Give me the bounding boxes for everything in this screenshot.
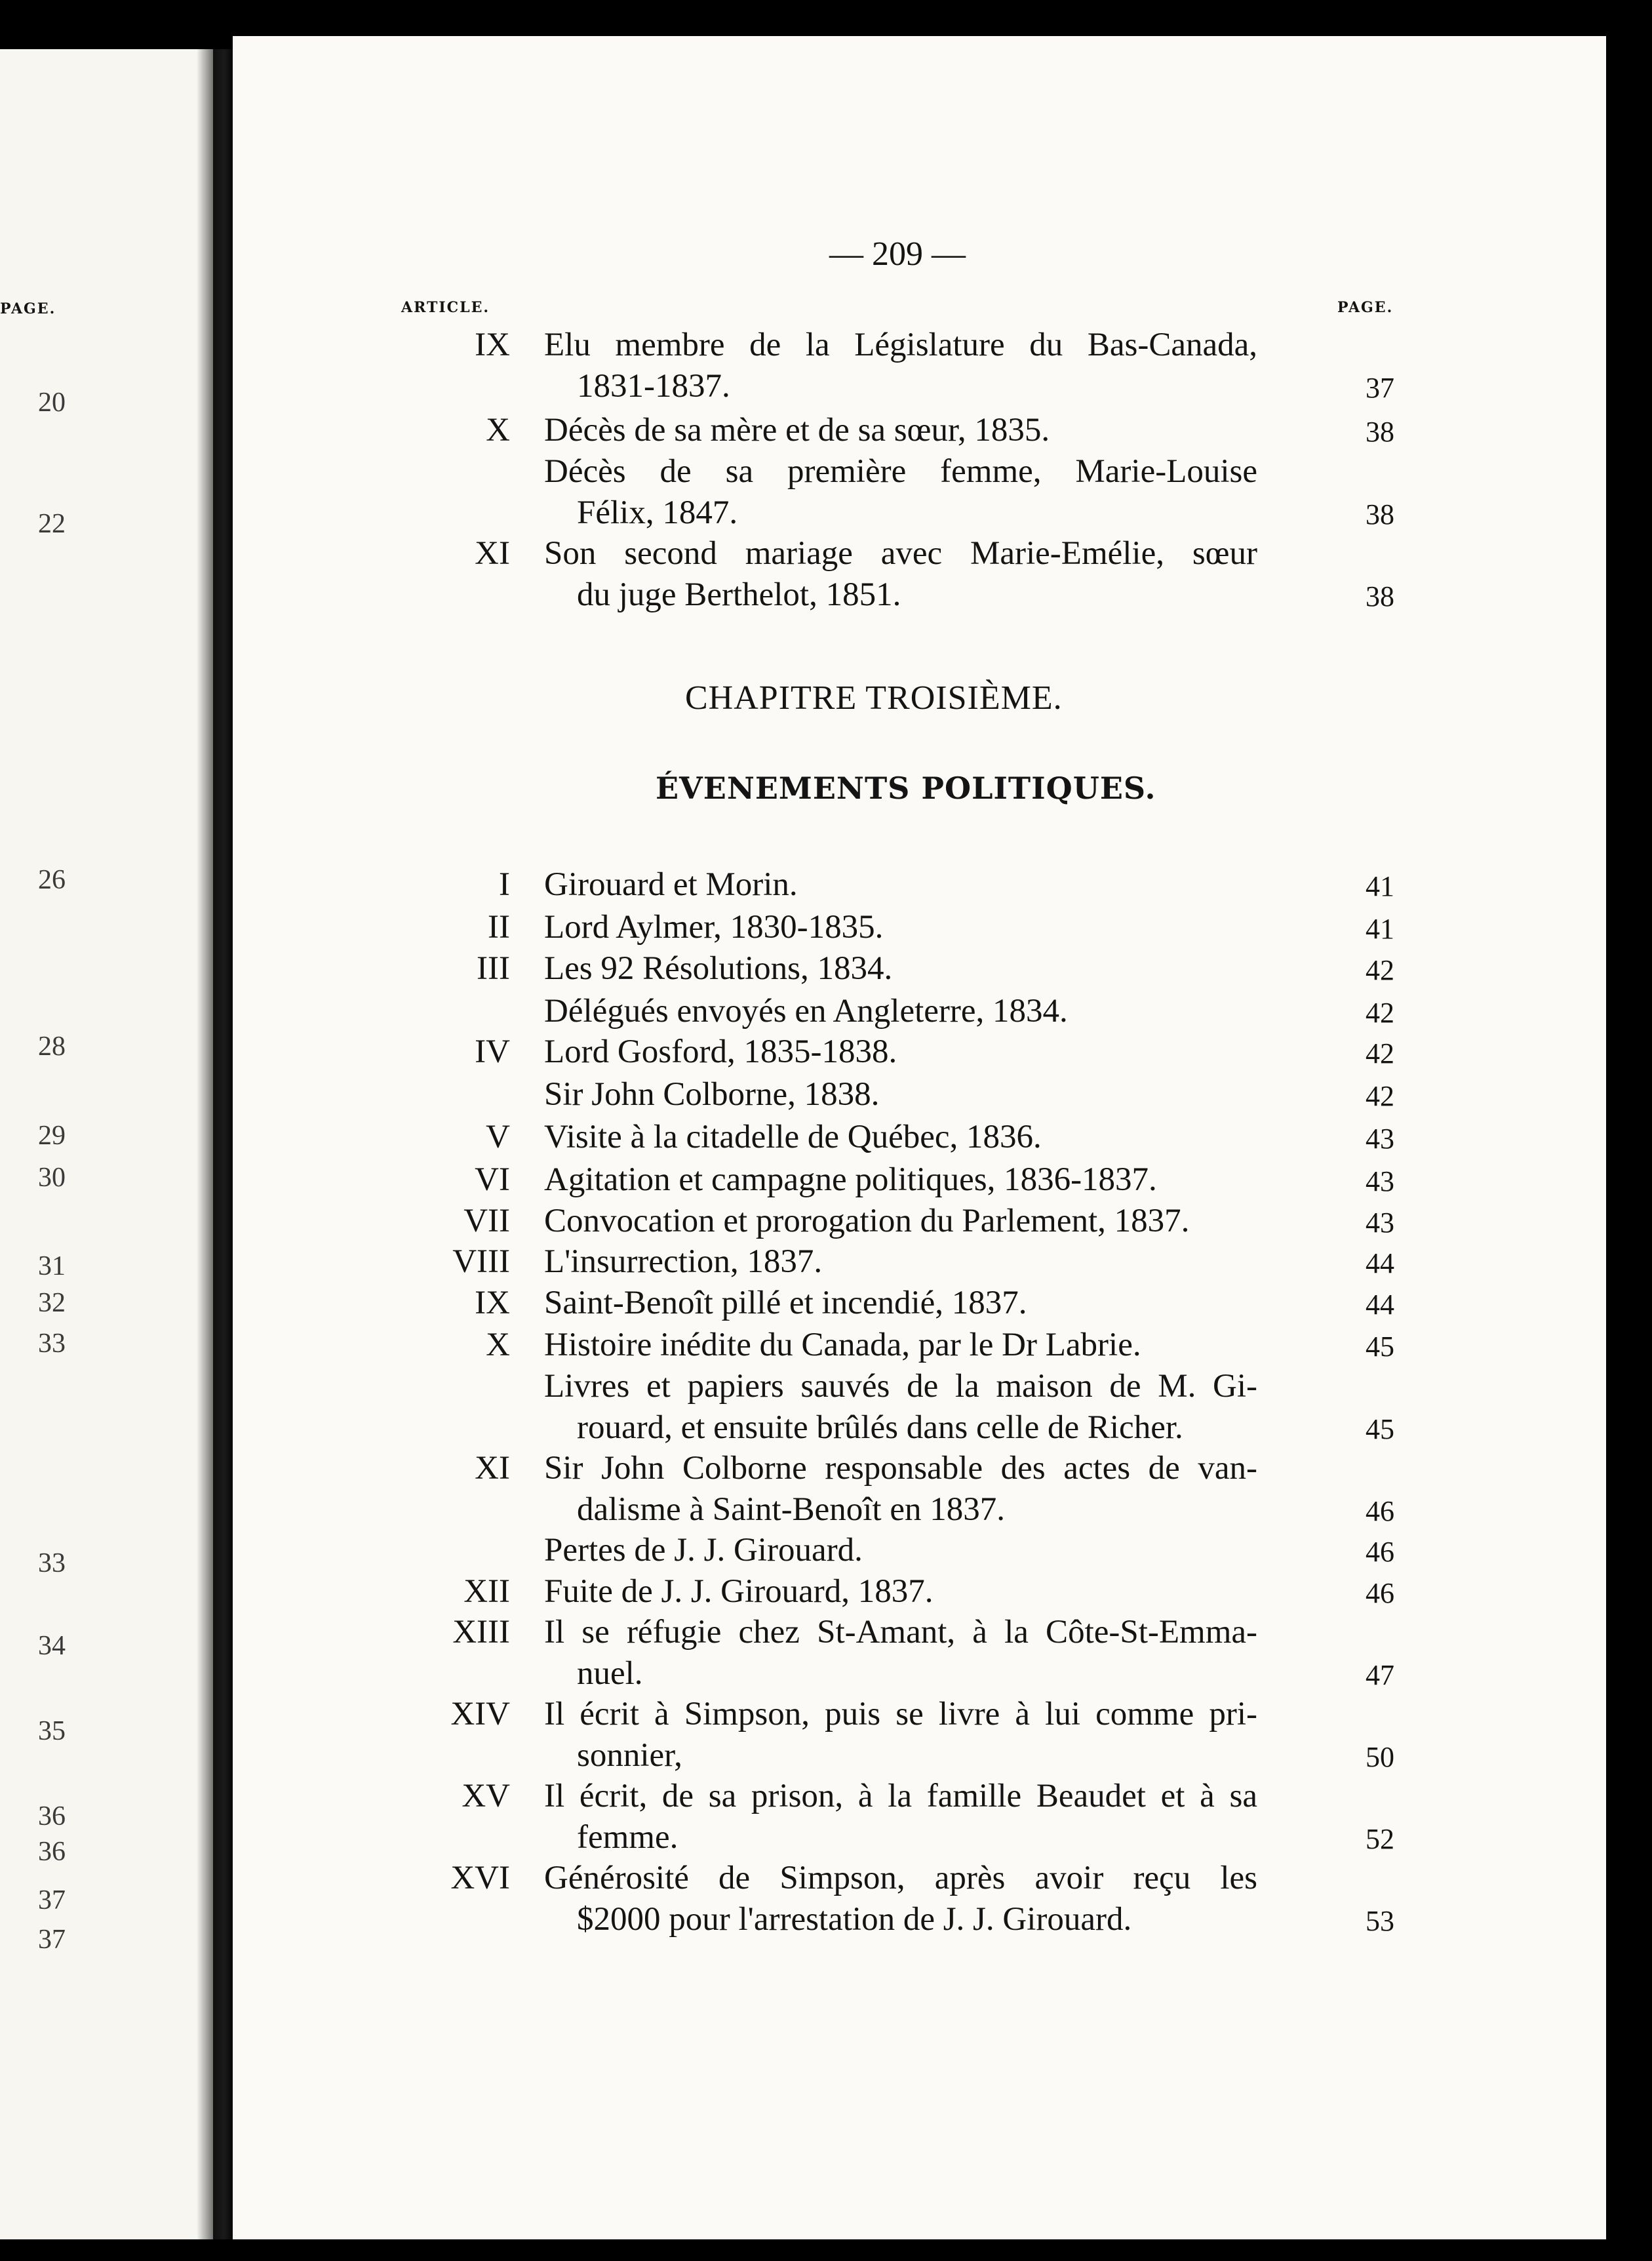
- entry-text-line: Son second mariage avec Marie-Emélie, sœur: [544, 535, 1257, 572]
- entry-page-number: 52: [1366, 1822, 1394, 1855]
- entry-text-line: Pertes de J. J. Girouard.: [544, 1532, 863, 1569]
- page-column-header: PAGE.: [1337, 299, 1394, 316]
- entry-text-line: Convocation et prorogation du Parlement, 1837.: [544, 1203, 1190, 1239]
- chapter-title: CHAPITRE TROISIÈME.: [685, 679, 1063, 717]
- left-page-header: PAGE.: [0, 300, 56, 317]
- left-page: [0, 49, 213, 2239]
- entry-text-line: Agitation et campagne politiques, 1836-1837.: [544, 1161, 1157, 1198]
- entry-page-number: 38: [1366, 416, 1394, 448]
- page-edge-bottom: [0, 2239, 1652, 2261]
- entry-page-number: 43: [1366, 1123, 1394, 1155]
- left-page-number: 34: [38, 1631, 66, 1661]
- entry-text-line: Il écrit à Simpson, puis se livre à lui comme pri-: [544, 1696, 1257, 1732]
- page-edge-right: [1606, 36, 1652, 2246]
- entry-text-line: Elu membre de la Législature du Bas-Canada,: [544, 327, 1257, 363]
- entry-article-number: I: [499, 866, 510, 903]
- left-page-number: 20: [38, 388, 66, 418]
- entry-text-line: $2000 pour l'arrestation de J. J. Girouard.: [577, 1900, 1132, 1938]
- section-title: ÉVENEMENTS POLITIQUES.: [656, 770, 1156, 806]
- left-page-number: 35: [38, 1716, 66, 1746]
- entry-page-number: 46: [1366, 1494, 1394, 1527]
- entry-text-line: nuel.: [577, 1654, 643, 1692]
- entry-page-number: 42: [1366, 997, 1394, 1029]
- entry-page-number: 45: [1366, 1331, 1394, 1363]
- entry-article-number: XII: [463, 1573, 510, 1610]
- left-page-number: 33: [38, 1329, 66, 1359]
- entry-text-line: Décès de sa mère et de sa sœur, 1835.: [544, 412, 1050, 449]
- entry-page-number: 50: [1366, 1740, 1394, 1773]
- entry-article-number: XV: [462, 1778, 510, 1814]
- left-page-number: 37: [38, 1925, 66, 1955]
- entry-article-number: VI: [475, 1161, 510, 1198]
- entry-text-line: Livres et papiers sauvés de la maison de M. Gi-: [544, 1368, 1257, 1405]
- entry-article-number: VIII: [452, 1243, 510, 1280]
- entry-page-number: 45: [1366, 1412, 1394, 1445]
- left-page-number: 33: [38, 1548, 66, 1578]
- entry-page-number: 46: [1366, 1536, 1394, 1568]
- left-page-number: 29: [38, 1121, 66, 1151]
- entry-article-number: XI: [475, 1450, 510, 1487]
- entry-page-number: 42: [1366, 1037, 1394, 1070]
- entry-text-line: rouard, et ensuite brûlés dans celle de Richer.: [577, 1409, 1183, 1446]
- entry-text-line: Sir John Colborne responsable des actes de van-: [544, 1450, 1257, 1487]
- entry-text-line: Il se réfugie chez St-Amant, à la Côte-St-Emma-: [544, 1614, 1257, 1651]
- entry-page-number: 38: [1366, 498, 1394, 530]
- entry-article-number: XVI: [450, 1860, 510, 1896]
- entry-article-number: IX: [475, 327, 510, 363]
- entry-page-number: 46: [1366, 1577, 1394, 1609]
- entry-text-line: Saint-Benoît pillé et incendié, 1837.: [544, 1285, 1027, 1321]
- entry-page-number: 37: [1366, 371, 1394, 404]
- left-page-number: 22: [38, 509, 66, 539]
- left-page-number: 30: [38, 1163, 66, 1193]
- left-page-number: 36: [38, 1837, 66, 1867]
- entry-article-number: VII: [463, 1203, 510, 1239]
- entry-text-line: femme.: [577, 1818, 678, 1856]
- entry-page-number: 43: [1366, 1165, 1394, 1197]
- entry-text-line: Girouard et Morin.: [544, 866, 798, 903]
- entry-text-line: Fuite de J. J. Girouard, 1837.: [544, 1573, 934, 1610]
- left-page-number: 28: [38, 1031, 66, 1062]
- entry-text-line: Lord Gosford, 1835-1838.: [544, 1033, 897, 1070]
- entry-article-number: V: [486, 1119, 510, 1155]
- entry-page-number: 42: [1366, 954, 1394, 986]
- entry-article-number: XIV: [450, 1696, 510, 1732]
- left-page-number: 31: [38, 1251, 66, 1281]
- entry-text-line: Générosité de Simpson, après avoir reçu les: [544, 1860, 1257, 1896]
- entry-page-number: 53: [1366, 1904, 1394, 1937]
- entry-page-number: 38: [1366, 580, 1394, 612]
- entry-article-number: X: [486, 1327, 510, 1363]
- entry-text-line: Délégués envoyés en Angleterre, 1834.: [544, 993, 1068, 1030]
- entry-page-number: 44: [1366, 1289, 1394, 1321]
- entry-text-line: du juge Berthelot, 1851.: [577, 576, 901, 613]
- entry-article-number: XI: [475, 535, 510, 572]
- left-page-number: 37: [38, 1885, 66, 1915]
- left-page-number: 32: [38, 1288, 66, 1318]
- gutter-shadow: [197, 49, 236, 2239]
- entry-text-line: Visite à la citadelle de Québec, 1836.: [544, 1119, 1042, 1155]
- page-number: — 209 —: [829, 235, 966, 273]
- entry-text-line: dalisme à Saint-Benoît en 1837.: [577, 1491, 1005, 1528]
- left-page-number: 36: [38, 1801, 66, 1831]
- entry-text-line: Félix, 1847.: [577, 494, 738, 531]
- entry-page-number: 42: [1366, 1080, 1394, 1112]
- entry-page-number: 41: [1366, 870, 1394, 902]
- entry-article-number: XIII: [452, 1614, 510, 1651]
- entry-text-line: Il écrit, de sa prison, à la famille Beaudet et à sa: [544, 1778, 1257, 1814]
- entry-page-number: 44: [1366, 1247, 1394, 1279]
- entry-text-line: Histoire inédite du Canada, par le Dr Labrie.: [544, 1327, 1141, 1363]
- entry-article-number: II: [488, 909, 510, 946]
- entry-text-line: 1831-1837.: [577, 367, 730, 405]
- entry-text-line: Décès de sa première femme, Marie-Louise: [544, 453, 1257, 490]
- entry-page-number: 43: [1366, 1207, 1394, 1239]
- entry-text-line: Les 92 Résolutions, 1834.: [544, 950, 893, 987]
- entry-article-number: X: [486, 412, 510, 449]
- entry-text-line: Lord Aylmer, 1830-1835.: [544, 909, 884, 946]
- left-page-number: 26: [38, 865, 66, 895]
- entry-text-line: L'insurrection, 1837.: [544, 1243, 823, 1280]
- entry-article-number: IV: [475, 1033, 510, 1070]
- entry-text-line: sonnier,: [577, 1736, 682, 1774]
- entry-article-number: III: [477, 950, 510, 987]
- entry-text-line: Sir John Colborne, 1838.: [544, 1076, 880, 1113]
- entry-page-number: 41: [1366, 913, 1394, 945]
- entry-article-number: IX: [475, 1285, 510, 1321]
- entry-page-number: 47: [1366, 1658, 1394, 1691]
- article-column-header: ARTICLE.: [401, 299, 490, 316]
